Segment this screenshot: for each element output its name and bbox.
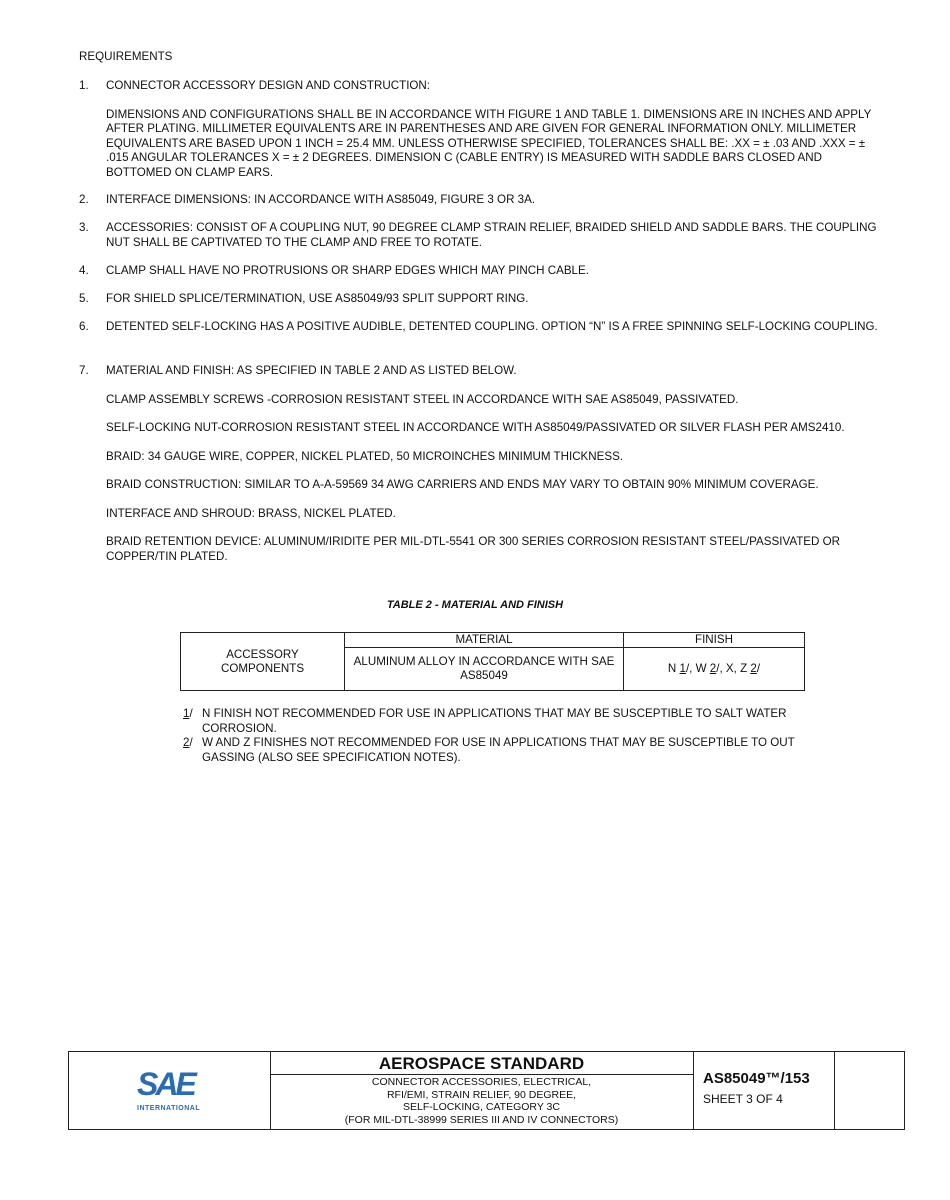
- requirement-text: DETENTED SELF-LOCKING HAS A POSITIVE AUDIBLE, DETENTED COUPLING. OPTION “N” IS A FREE SPINNING SELF-LOCKING COUPLING.: [106, 320, 878, 333]
- section-heading: REQUIREMENTS: [79, 50, 173, 63]
- requirement-3: [79, 221, 885, 264]
- document-number: AS85049™/153: [703, 1070, 810, 1087]
- logo-mark: SAE: [137, 1066, 194, 1102]
- requirement-6: [79, 320, 885, 349]
- requirement-text: BRAID RETENTION DEVICE: ALUMINUM/IRIDITE PER MIL-DTL-5541 OR 300 SERIES CORROSION RESISTANT STEEL/PASSIVATED OR COPPER/TIN PLATED.: [106, 535, 840, 563]
- document-number-section: [693, 1052, 835, 1129]
- requirement-text: SELF-LOCKING NUT-CORROSION RESISTANT STEEL IN ACCORDANCE WITH AS85049/PASSIVATED OR SILVER FLASH PER AMS2410.: [106, 421, 845, 434]
- note-text: N FINISH NOT RECOMMENDED FOR USE IN APPLICATIONS THAT MAY BE SUSCEPTIBLE TO SALT WATER CORROSION.: [202, 707, 787, 735]
- material-cell: ALUMINUM ALLOY IN ACCORDANCE WITH SAE AS85049: [345, 648, 624, 691]
- requirement-text: ACCESSORIES: CONSIST OF A COUPLING NUT, 90 DEGREE CLAMP STRAIN RELIEF, BRAIDED SHIELD AND SADDLE BARS. THE COUPLING NUT SHALL BE CAPTIVATED TO THE CLAMP AND FREE TO ROTATE.: [106, 221, 877, 249]
- requirement-text: INTERFACE AND SHROUD: BRASS, NICKEL PLATED.: [106, 506, 396, 520]
- title-section: [270, 1052, 694, 1129]
- title-block: [68, 1051, 905, 1130]
- note-number: 2: [183, 736, 190, 749]
- table-title: TABLE 2 - MATERIAL AND FINISH: [386, 599, 564, 611]
- requirement-number: 5.: [79, 292, 89, 305]
- note-ref: 1: [679, 662, 686, 675]
- note-text: W AND Z FINISHES NOT RECOMMENDED FOR USE IN APPLICATIONS THAT MAY BE SUSCEPTIBLE TO OUT GASSING (ALSO SEE SPECIFICATION NOTES).: [202, 736, 795, 764]
- requirement-number: 4.: [79, 264, 89, 277]
- requirement-text: MATERIAL AND FINISH: AS SPECIFIED IN TABLE 2 AND AS LISTED BELOW.: [106, 364, 517, 377]
- requirement-5: [79, 292, 885, 321]
- requirement-text: BRAID: 34 GAUGE WIRE, COPPER, NICKEL PLATED, 50 MICROINCHES MINIMUM THICKNESS.: [106, 449, 624, 463]
- column-header-finish: FINISH: [624, 633, 805, 648]
- requirement-1: [79, 79, 885, 194]
- requirement-text: DIMENSIONS AND CONFIGURATIONS SHALL BE IN ACCORDANCE WITH FIGURE 1 AND TABLE 1. DIMENSIONS ARE IN INCHES AND APPLY AFTER PLATING. MILLIMETER EQUIVALENTS ARE IN PARENTHESES AND ARE GIVEN FOR GENERAL INFORMATION ONLY. MILLIMETER EQUIVALENTS ARE BASED UPON 1 INCH = 25.4 MM. UNLESS OTHERWISE SPECIFIED, TOLERANCES SHALL BE: .XX = ± .03 AND .XXX = ± .015 ANGULAR TOLERANCES X = ± 2 DEGREES. DIMENSION C (CABLE ENTRY) IS MEASURED WITH SADDLE BARS CLOSED AND BOTTOMED ON CLAMP EARS.: [106, 107, 872, 179]
- requirement-text: CLAMP ASSEMBLY SCREWS -CORROSION RESISTANT STEEL IN ACCORDANCE WITH SAE AS85049, PASSIVATED.: [106, 392, 739, 406]
- requirement-number: 3.: [79, 221, 89, 234]
- note-item: 2/ W AND Z FINISHES NOT RECOMMENDED FOR USE IN APPLICATIONS THAT MAY BE SUSCEPTIBLE TO OUT GASSING (ALSO SEE SPECIFICATION NOTES).: [183, 736, 795, 764]
- requirement-number: 2.: [79, 193, 89, 206]
- note-number: 1: [183, 707, 190, 720]
- requirement-text: FOR SHIELD SPLICE/TERMINATION, USE AS85049/93 SPLIT SUPPORT RING.: [106, 292, 529, 305]
- document-type: AEROSPACE STANDARD: [270, 1052, 693, 1075]
- note-ref: 2: [750, 662, 757, 675]
- note-item: 1/ N FINISH NOT RECOMMENDED FOR USE IN APPLICATIONS THAT MAY BE SUSCEPTIBLE TO SALT WATER CORROSION.: [183, 707, 787, 735]
- document-description: CONNECTOR ACCESSORIES, ELECTRICAL, RFI/EMI, STRAIN RELIEF, 90 DEGREE, SELF-LOCKING, CATEGORY 3C (FOR MIL-DTL-38999 SERIES III AND IV CONNECTORS): [344, 1076, 619, 1126]
- sheet-number: SHEET 3 OF 4: [703, 1092, 783, 1106]
- requirement-number: 1.: [79, 79, 89, 92]
- requirement-2: [79, 193, 885, 222]
- material-finish-table: [180, 632, 805, 691]
- requirement-text: CONNECTOR ACCESSORY DESIGN AND CONSTRUCTION:: [106, 79, 431, 92]
- requirement-7: [79, 364, 885, 578]
- requirement-4: [79, 264, 885, 293]
- requirement-number: 7.: [79, 364, 89, 377]
- column-header-material: MATERIAL: [345, 633, 624, 648]
- requirement-number: 6.: [79, 320, 89, 333]
- note-ref: 2: [709, 662, 717, 675]
- requirement-text: CLAMP SHALL HAVE NO PROTRUSIONS OR SHARP EDGES WHICH MAY PINCH CABLE.: [106, 264, 589, 277]
- sae-logo: [69, 1052, 271, 1129]
- requirement-text: BRAID CONSTRUCTION: SIMILAR TO A-A-59569 34 AWG CARRIERS AND ENDS MAY VARY TO OBTAIN 90% MINIMUM COVERAGE.: [106, 478, 819, 491]
- table-notes: [183, 707, 813, 765]
- logo-subtext: INTERNATIONAL: [137, 1105, 201, 1112]
- finish-cell: N 1/, W 2/, X, Z 2/: [624, 648, 805, 691]
- requirement-text: INTERFACE DIMENSIONS: IN ACCORDANCE WITH AS85049, FIGURE 3 OR 3A.: [106, 193, 536, 206]
- row-label-cell: ACCESSORY COMPONENTS: [181, 633, 345, 691]
